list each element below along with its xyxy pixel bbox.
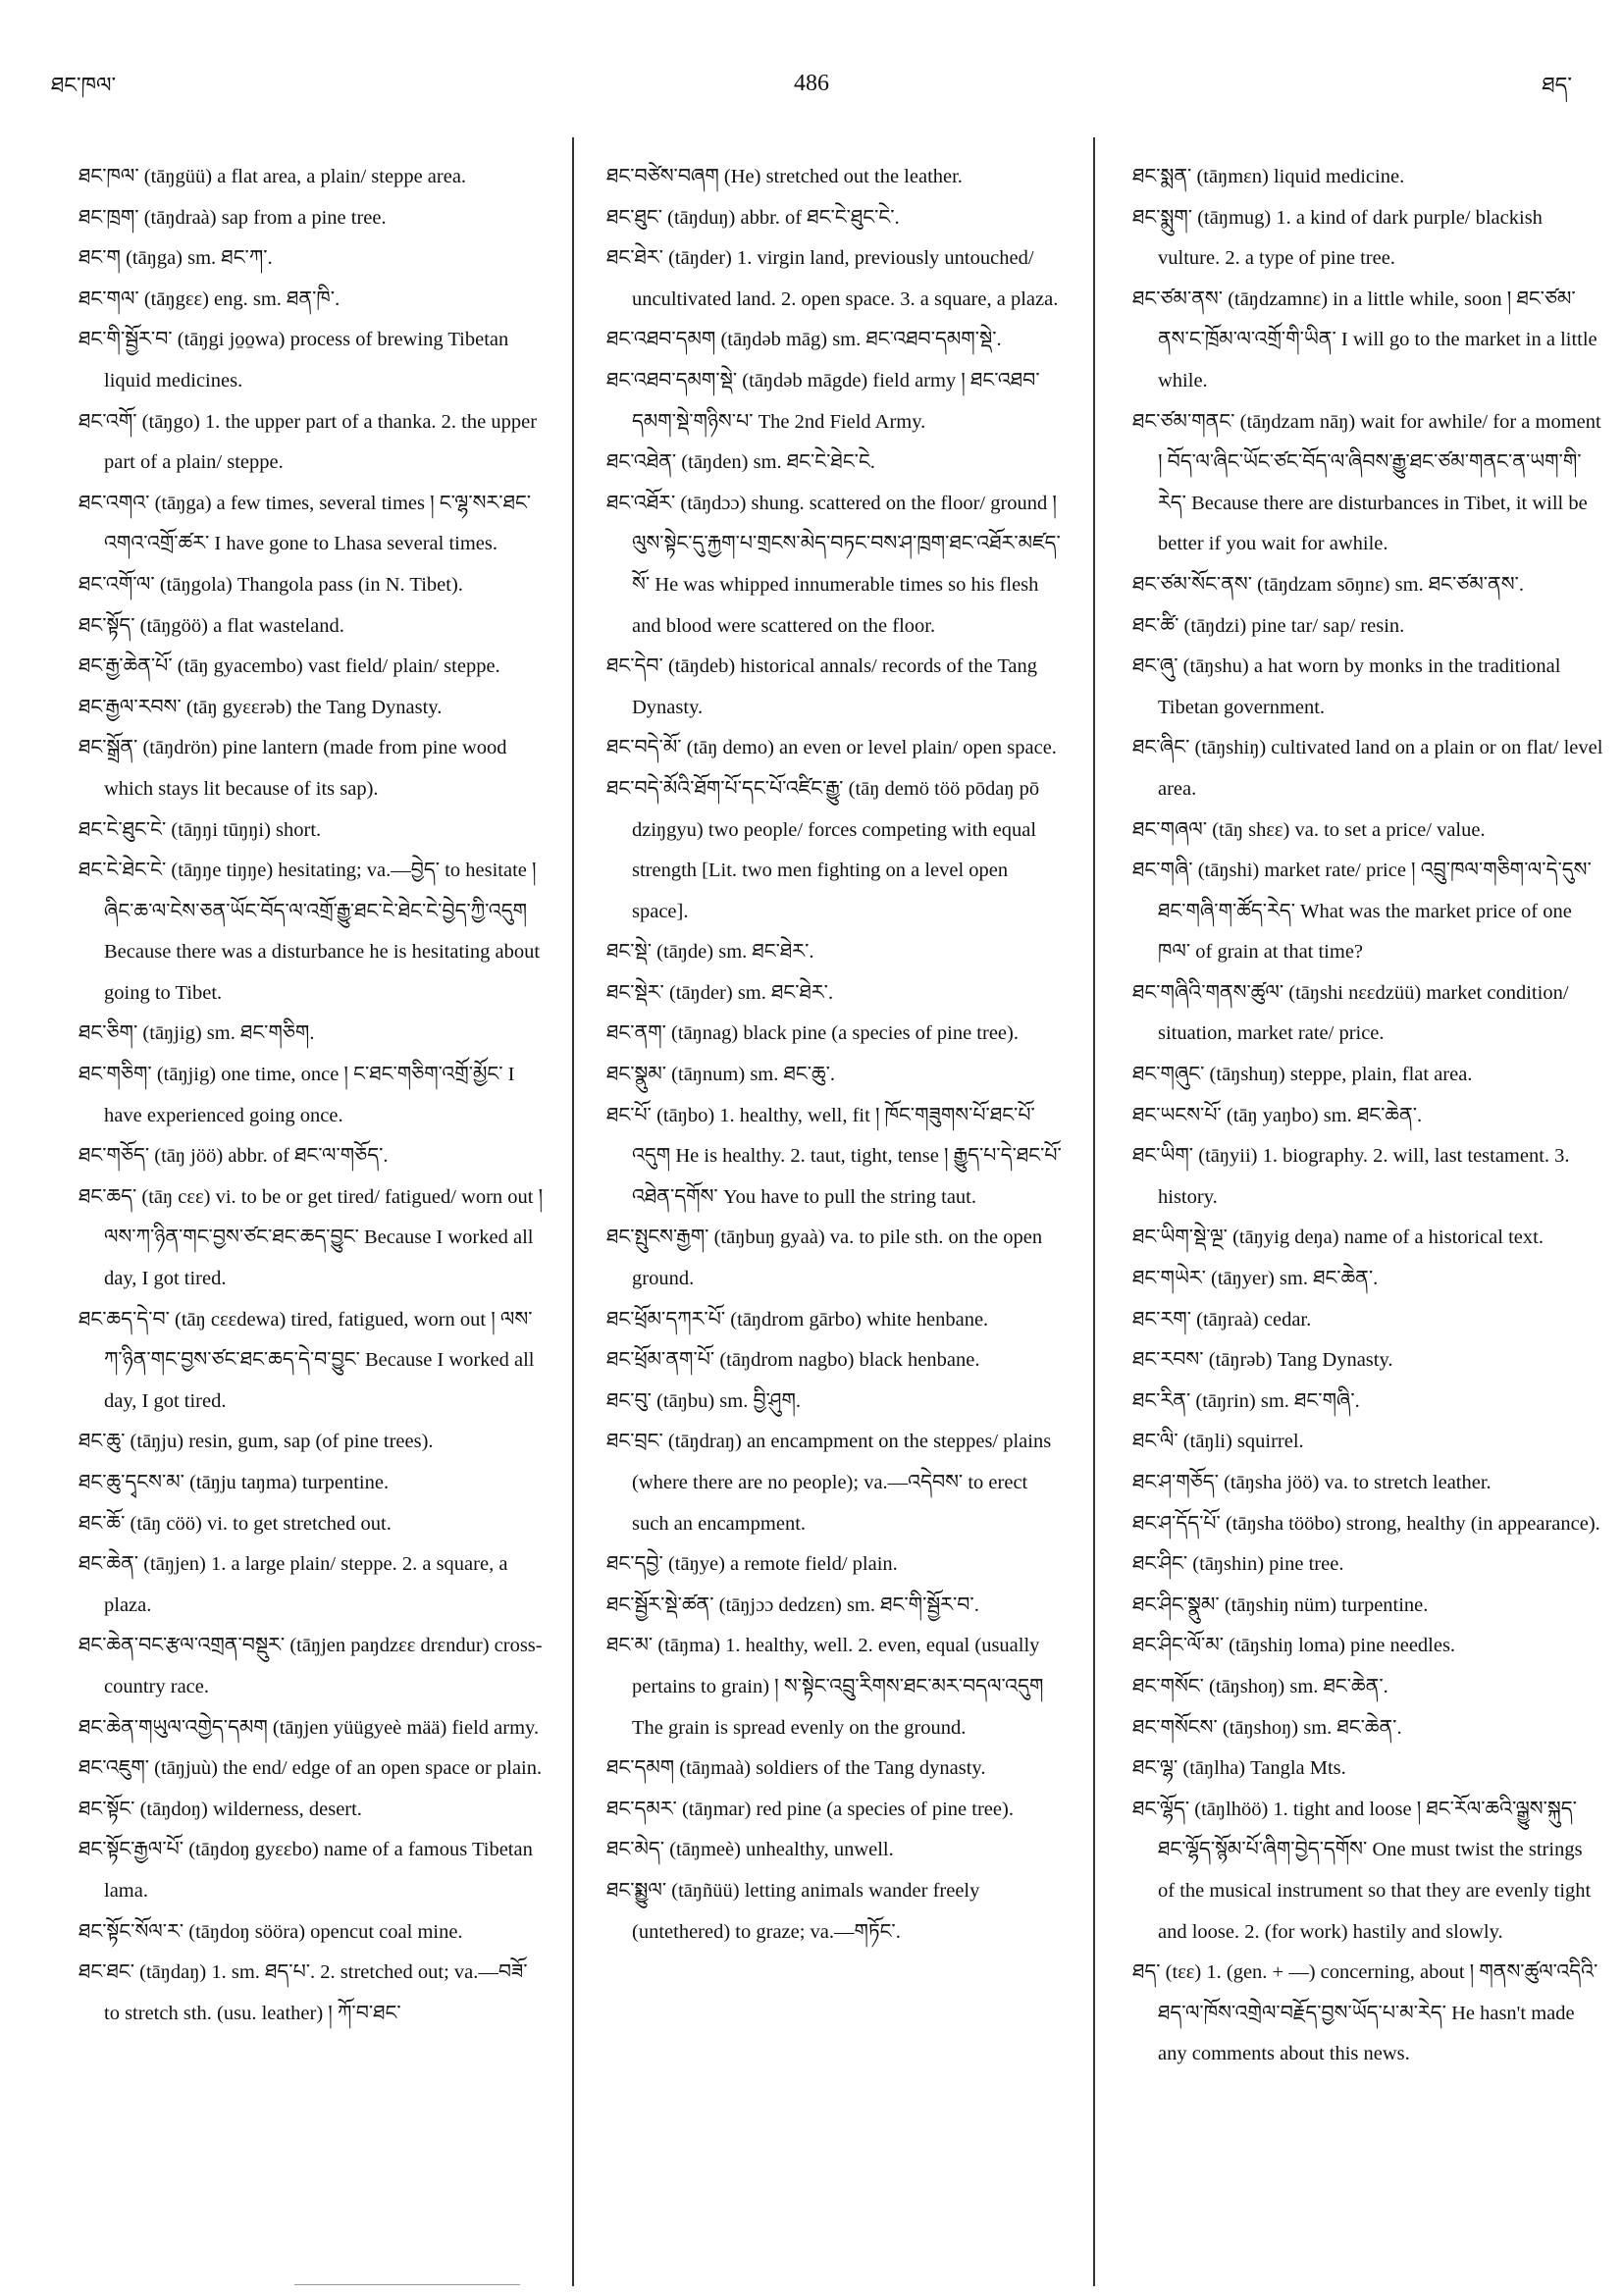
dictionary-entry: ཐང་ཕྲོམ་ནག་པོ་ (tāŋdrom nagbo) black henbane. — [606, 1349, 980, 1372]
dictionary-entry: ཐང་ཆད་ (tāŋ cɛɛ) vi. to be or get tired/ fatigued/ worn out ། ལས་ཀ་ཉིན་གང་བྱས་ཙང་ཐང་ཆད་བྱུང་ Because I worked all day, I got tired. — [79, 1185, 544, 1290]
dictionary-entry: ཐང་ཤིང་ (tāŋshin) pine tree. — [1132, 1553, 1344, 1576]
dictionary-entry: ཐང་གི་སྦྱོར་བ་ (tāŋgi jo̱o̱wa) process of brewing Tibetan liquid medicines. — [79, 329, 509, 391]
dictionary-entry: ཐང་འཇུག་ (tāŋjuù) the end/ edge of an open space or plain. — [79, 1757, 543, 1780]
dictionary-entry: ཐང་ཡིག་ (tāŋyii) 1. biography. 2. will, last testament. 3. history. — [1132, 1145, 1570, 1208]
dictionary-entry: ཐང་བཙེས་བཞག (He) stretched out the leather. — [606, 166, 963, 187]
dictionary-entry: ཐང་འགོ་ལ་ (tāŋgola) Thangola pass (in N. Tibet). — [79, 573, 463, 596]
dictionary-entry: ཐང་རབས་ (tāŋrəb) Tang Dynasty. — [1132, 1349, 1393, 1372]
dictionary-entry: ཐང་གལ་ (tāŋgɛɛ) eng. sm. ཐན་ཁི་. — [79, 287, 340, 310]
dictionary-entry: ཐང་ཤིང་སྣུམ་ (tāŋshiŋ nüm) turpentine. — [1132, 1593, 1429, 1616]
dictionary-entry: ཐང་གཞུང་ (tāŋshuŋ) steppe, plain, flat area. — [1132, 1064, 1473, 1086]
dictionary-entry: ཐང་ཚི་ (tāŋdzi) pine tar/ sap/ resin. — [1132, 614, 1405, 637]
dictionary-entry: ཐང་ཆེན་བང་རྩལ་འགྲན་བསྡུར་ (tāŋjen paŋdzɛɛ drɛndur) cross-country race. — [79, 1635, 543, 1697]
dictionary-entry: ཐང་ཆུ་ (tāŋju) resin, gum, sap (of pine trees). — [79, 1431, 434, 1453]
dictionary-entry: ཐང་སྦྱོར་སྡེ་ཚན་ (tāŋjɔɔ dedzɛn) sm. ཐང་གི་སྦྱོར་བ་. — [606, 1593, 979, 1616]
dictionary-entry: ཐང་སྟོང་ (tāŋdoŋ) wilderness, desert. — [79, 1798, 362, 1820]
dictionary-entry: ཐད་ (tɛɛ) 1. (gen. + —) concerning, about ། གནས་ཚུལ་འདིའི་ཐད་ལ་ཁོས་འགྲེལ་བརྗོད་བྱས་ཡོད་པ་མ་རེད་ He hasn't made any comments about this news. — [1132, 1961, 1598, 2065]
column-divider — [1093, 137, 1095, 2286]
dictionary-entry: ཐང་བདེ་མོ་ (tāŋ demo) an even or level plain/ open space. — [606, 737, 1057, 759]
dictionary-entry: ཐང་ཆུ་དྭངས་མ་ (tāŋju taŋma) turpentine. — [79, 1472, 390, 1493]
dictionary-entry: ཐང་ཙམ་སོང་ནས་ (tāŋdzam sōŋnɛ) sm. ཐང་ཙམ་ནས་. — [1132, 573, 1524, 596]
dictionary-entry: ཐང་སྨྱུལ་ (tāŋñüü) letting animals wander freely (untethered) to graze; va.—གཏོང་. — [606, 1879, 980, 1943]
dictionary-entry: ཐང་འཐེན་ (tāŋden) sm. ཐང་ངེ་ཐེང་ངེ. — [606, 451, 875, 474]
dictionary-entry: ཐང་གསོང་ (tāŋshoŋ) sm. ཐང་ཆེན་. — [1132, 1675, 1388, 1697]
dictionary-entry: ཐང་འཐབ་དམག་སྡེ་ (tāŋdəb māgde) field army ། ཐང་འཐབ་དམག་སྡེ་གཉིས་པ་ The 2nd Field Army. — [606, 369, 1040, 433]
dictionary-entry: ཐང་གཅོད་ (tāŋ jöö) abbr. of ཐང་ལ་གཅོད་. — [79, 1145, 389, 1168]
dictionary-entry: ཐང་ལྷ་ (tāŋlha) Tangla Mts. — [1132, 1757, 1346, 1780]
page-number: 486 — [794, 71, 829, 96]
dictionary-entry: ཐང་དམར་ (tāŋmar) red pine (a species of pine tree). — [606, 1798, 1014, 1820]
dictionary-entry: ཐང་བྲང་ (tāŋdraŋ) an encampment on the steppes/ plains (where there are no people); va.—འདེབས་ to erect such an encampment. — [606, 1431, 1052, 1535]
dictionary-entry: ཐང་སྟོང་རྒྱལ་པོ་ (tāŋdoŋ gyɛɛbo) name of a famous Tibetan lama. — [79, 1839, 533, 1902]
dictionary-entry: ཐང་ཞིང་ (tāŋshiŋ) cultivated land on a plain or on flat/ level area. — [1132, 737, 1603, 800]
dictionary-entry: ཐང་རག་ (tāŋraà) cedar. — [1132, 1308, 1312, 1331]
dictionary-entry: ཐང་སྤུངས་རྒྱག་ (tāŋbuŋ gyaà) va. to pile sth. on the open ground. — [606, 1226, 1043, 1290]
dictionary-entry: ཐང་ནག་ (tāŋnag) black pine (a species of pine tree). — [606, 1022, 1019, 1045]
dictionary-entry: ཐང་རྒྱ་ཆེན་པོ་ (tāŋ gyacembo) vast field/ plain/ steppe. — [79, 655, 500, 678]
dictionary-entry: ཐང་གསོངས་ (tāŋshoŋ) sm. ཐང་ཆེན་. — [1132, 1716, 1402, 1739]
dictionary-entry: ཐང་སྟོང་སོལ་ར་ (tāŋdoŋ sööra) opencut coal mine. — [79, 1920, 463, 1943]
dictionary-column-2 — [606, 157, 1066, 1953]
dictionary-entry: ཐང་ཤིང་ལོ་མ་ (tāŋshiŋ loma) pine needles. — [1132, 1635, 1456, 1657]
dictionary-entry: ཐང་དེབ་ (tāŋdeb) historical annals/ records of the Tang Dynasty. — [606, 655, 1038, 718]
dictionary-entry: ཐང་སྡེར་ (tāŋder) sm. ཐང་ཐེར་. — [606, 981, 834, 1004]
dictionary-entry: ཐང་གཞིའི་གནས་ཚུལ་ (tāŋshi nɛɛdzüü) market condition/ situation, market rate/ price. — [1132, 981, 1569, 1045]
dictionary-entry: ཐང་ངེ་ཐེང་ངེ་ (tāŋŋe tiŋŋe) hesitating; va.—བྱེད་ to hesitate ། ཞིང་ཆ་ལ་ངེས་ཅན་ཡོང་བོད་ལ་འགྲོ་རྒྱུ་ཐང་ངེ་ཐེང་ངེ་བྱེད་ཀྱི་འདུག Because there was a disturbance he is hesitating about going to Tibet. — [79, 860, 541, 1004]
dictionary-entry: ཐང་དབྱེ་ (tāŋye) a remote field/ plain. — [606, 1553, 898, 1576]
dictionary-column-3 — [1132, 157, 1603, 2075]
dictionary-entry: ཐང་ངེ་ཐུང་ངེ་ (tāŋŋi tūŋŋi) short. — [79, 818, 322, 841]
dictionary-entry: ཐང་ཐུང་ (tāŋduŋ) abbr. of ཐང་ངེ་ཐུང་ངེ་. — [606, 206, 900, 229]
dictionary-entry: ཐང་ཡིག་སྡེ་ལྔ་ (tāŋyig deŋa) name of a historical text. — [1132, 1226, 1544, 1249]
dictionary-column-1 — [79, 157, 545, 2034]
dictionary-entry: ཐང་ཙམ་ནས་ (tāŋdzamnɛ) in a little while, soon ། ཐང་ཙམ་ནས་ང་ཁྲོམ་ལ་འགྲོ་གི་ཡིན་ I will go to the market in a little while. — [1132, 287, 1597, 391]
running-head-right: ཐད་ — [1542, 73, 1572, 97]
dictionary-entry: ཐང་ཆད་དེ་བ་ (tāŋ cɛɛdewa) tired, fatigued, worn out ། ལས་ཀ་ཉིན་གང་བྱས་ཙང་ཐང་ཆད་དེ་བ་བྱུང་ Because I worked all day, I got tired. — [79, 1308, 535, 1412]
dictionary-entry: ཐང་ཁལ་ (tāŋgüü) a flat area, a plain/ steppe area. — [79, 166, 467, 187]
dictionary-entry: ཐང་མ་ (tāŋma) 1. healthy, well. 2. even, equal (usually pertains to grain) ། ས་སྟེང་འབྲུ་རིགས་ཐང་མར་བདལ་འདུག The grain is spread evenly on the ground. — [606, 1635, 1044, 1739]
dictionary-entry: ཐང་ཙམ་གནང་ (tāŋdzam nāŋ) wait for awhile/ for a moment ། བོད་ལ་ཞིང་ཡོང་ཙང་བོད་ལ་ཞིབས་རྒྱུ་ཐང་ཙམ་གནང་ན་ཡག་གི་རེད་ Because there are disturbances in Tibet, it will be better if you wait for awhile. — [1132, 410, 1601, 555]
dictionary-entry: ཐང་དམག (tāŋmaà) soldiers of the Tang dynasty. — [606, 1757, 986, 1780]
dictionary-entry: ཐང་རིན་ (tāŋrin) sm. ཐང་གཞི་. — [1132, 1389, 1360, 1412]
dictionary-entry: ཐང་སྣུམ་ (tāŋnum) sm. ཐང་ཆུ་. — [606, 1064, 836, 1086]
dictionary-entry: ཐང་ཞུ་ (tāŋshu) a hat worn by monks in the traditional Tibetan government. — [1132, 655, 1561, 718]
dictionary-entry: ཐང་ཆོ་ (tāŋ cöö) vi. to get stretched out. — [79, 1512, 392, 1535]
dictionary-entry: ཐང་ཅིག་ (tāŋjig) sm. ཐང་གཅིག. — [79, 1022, 315, 1045]
dictionary-entry: ཐང་སྟོད་ (tāŋgöö) a flat wasteland. — [79, 614, 344, 637]
dictionary-entry: ཐང་རྒྱལ་རབས་ (tāŋ gyɛɛrəb) the Tang Dynasty. — [79, 696, 443, 718]
dictionary-entry: ཐང་པོ་ (tāŋbo) 1. healthy, well, fit ། ཁོང་གཟུགས་པོ་ཐང་པོ་འདུག He is healthy. 2. taut, tight, tense ། རྒྱུད་པ་དེ་ཐང་པོ་འཐེན་དགོས་ You have to pull the string taut. — [606, 1104, 1062, 1208]
footer-rule — [294, 2284, 520, 2285]
dictionary-entry: ཐང་སྨན་ (tāŋmɛn) liquid medicine. — [1132, 166, 1405, 187]
dictionary-entry: ཐང་ཤ་གཅོད་ (tāŋsha jöö) va. to stretch leather. — [1132, 1472, 1492, 1493]
dictionary-entry: ཐང་ལི་ (tāŋli) squirrel. — [1132, 1431, 1304, 1453]
dictionary-entry: ཐང་ཡངས་པོ་ (tāŋ yaŋbo) sm. ཐང་ཆེན་. — [1132, 1104, 1423, 1126]
running-head-left: ཐང་ཁལ་ — [51, 73, 117, 97]
dictionary-entry: ཐང་གཅིག་ (tāŋjig) one time, once ། ང་ཐང་གཅིག་འགྲོ་མྱོང་ I have experienced going once. — [79, 1064, 515, 1126]
dictionary-entry: ཐང་གཞི་ (tāŋshi) market rate/ price ། འབྲུ་ཁལ་གཅིག་ལ་དེ་དུས་ཐང་གཞི་ག་ཚོད་རེད་ What was the market price of one ཁལ་ of grain at that time? — [1132, 860, 1592, 964]
dictionary-entry: ཐང་གཞལ་ (tāŋ shɛɛ) va. to set a price/ value. — [1132, 818, 1486, 841]
dictionary-entry: ཐང་ཆེན་གཡུལ་འགྱེད་དམག (tāŋjen yüügyeè mää) field army. — [79, 1716, 540, 1739]
dictionary-entry: ཐང་འཐོར་ (tāŋdɔɔ) shung. scattered on the floor/ ground ། ལུས་སྟེང་དུ་རྐྱག་པ་གྲངས་མེད་བཏང་བས་ཤ་ཁྲག་ཐང་འཐོར་མཛད་སོ་ He was whipped innumerable times so his flesh and blood were scattered on the floor. — [606, 492, 1061, 637]
dictionary-entry: ཐང་མེད་ (tāŋmeè) unhealthy, unwell. — [606, 1839, 894, 1861]
dictionary-entry: ཐང་སྡེ་ (tāŋde) sm. ཐང་ཐེར་. — [606, 941, 814, 964]
dictionary-entry: ཐང་ཤ་དོད་པོ་ (tāŋsha tööbo) strong, healthy (in appearance). — [1132, 1512, 1600, 1535]
dictionary-entry: ཐང་ག (tāŋga) sm. ཐང་ཀ་. — [79, 247, 273, 270]
dictionary-entry: ཐང་ལྷོད་ (tāŋlhöö) 1. tight and loose ། ཐང་རོལ་ཆའི་ལྒྱུས་སྐུད་ཐང་ལྷོད་སྙོམ་པོ་ཞིག་བྱེད་དགོས་ One must twist the strings of the musical instrument so that they are evenly tight and loose. 2. (for work) hastily and slowly. — [1132, 1798, 1592, 1943]
dictionary-entry: ཐང་ཐང་ (tāŋdaŋ) 1. sm. ཐད་པ་. 2. stretched out; va.—བཟོ་ to stretch sth. (usu. leather) ། ཀོ་བ་ཐང་ — [79, 1961, 528, 2024]
dictionary-entry: ཐང་འགའ་ (tāŋga) a few times, several times ། ང་ལྷ་སར་ཐང་འགའ་འགྲོ་ཚར་ I have gone to Lhasa several times. — [79, 492, 532, 555]
dictionary-entry: ཐང་སྨུག་ (tāŋmug) 1. a kind of dark purple/ blackish vulture. 2. a type of pine tree. — [1132, 206, 1543, 270]
dictionary-entry: ཐང་བུ་ (tāŋbu) sm. བྱི་ཤུག. — [606, 1389, 801, 1412]
dictionary-entry: ཐང་ཐེར་ (tāŋder) 1. virgin land, previously untouched/ uncultivated land. 2. open space. 3. a square, a plaza. — [606, 247, 1059, 310]
dictionary-entry: ཐང་ཕྲོམ་དཀར་པོ་ (tāŋdrom gārbo) white henbane. — [606, 1308, 989, 1331]
dictionary-entry: ཐང་འགོ་ (tāŋgo) 1. the upper part of a thanka. 2. the upper part of a plain/ steppe. — [79, 410, 538, 474]
dictionary-entry: ཐང་ཆེན་ (tāŋjen) 1. a large plain/ steppe. 2. a square, a plaza. — [79, 1553, 508, 1616]
dictionary-entry: ཐང་འཐབ་དམག (tāŋdəb māg) sm. ཐང་འཐབ་དམག་སྡེ་. — [606, 329, 1002, 351]
column-divider — [572, 137, 574, 2286]
dictionary-entry: ཐང་གཡེར་ (tāŋyer) sm. ཐང་ཆེན་. — [1132, 1268, 1379, 1290]
dictionary-entry: ཐང་ཁྲག་ (tāŋdraà) sap from a pine tree. — [79, 206, 387, 229]
dictionary-entry: ཐང་སྒྲོན་ (tāŋdrön) pine lantern (made from pine wood which stays lit because of its sap). — [79, 737, 507, 800]
dictionary-entry: ཐང་བདེ་མོའི་ཐོག་པོ་དང་པོ་འཛིང་རྒྱུ་ (tāŋ demö töö pōdaŋ pō dziŋgyu) two people/ forces competing with equal strength [Lit. two men fighting on a level open space]. — [606, 777, 1040, 922]
